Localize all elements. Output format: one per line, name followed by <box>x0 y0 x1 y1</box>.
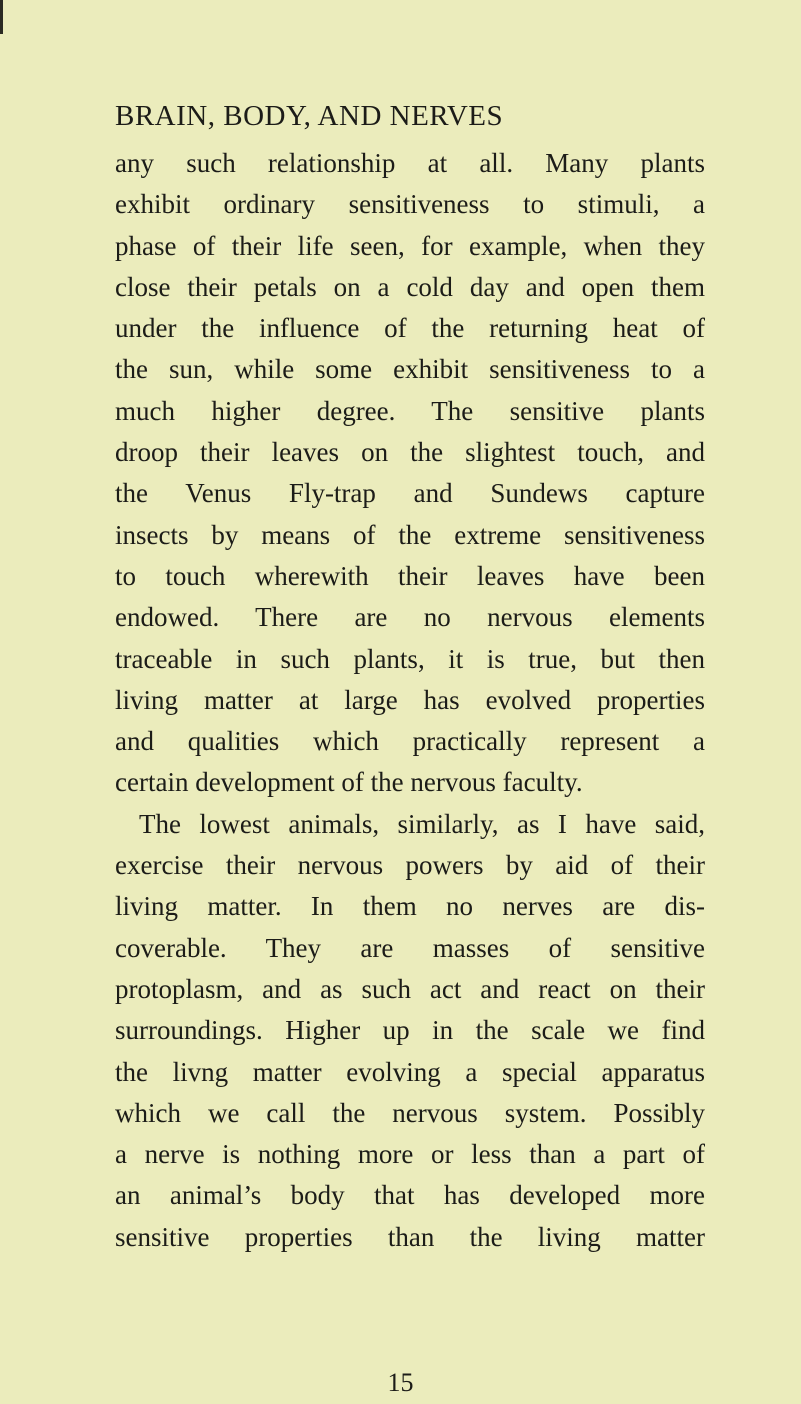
page-edge-mark <box>0 0 3 34</box>
text-line: a nerve is nothing more or less than a part of <box>115 1139 705 1170</box>
text-line: coverable. They are masses of sensitive <box>115 932 705 963</box>
text-line: protoplasm, and as such act and react on their <box>115 973 705 1004</box>
text-line: living matter. In them no nerves are dis- <box>115 891 705 922</box>
text-line: to touch wherewith their leaves have been <box>115 560 705 591</box>
text-line: exhibit ordinary sensitiveness to stimuli, a <box>115 189 705 220</box>
text-line: an animal’s body that has developed more <box>115 1180 705 1211</box>
text-line: certain development of the nervous faculty. <box>115 767 583 798</box>
text-line: traceable in such plants, it is true, but then <box>115 643 705 674</box>
text-line: the livng matter evolving a special apparatus <box>115 1056 705 1087</box>
body-text <box>115 143 705 1258</box>
text-line: under the influence of the returning heat of <box>115 313 705 344</box>
text-line: living matter at large has evolved properties <box>115 684 705 715</box>
text-line: surroundings. Higher up in the scale we find <box>115 1015 705 1046</box>
text-line: phase of their life seen, for example, when they <box>115 230 705 261</box>
text-line: much higher degree. The sensitive plants <box>115 395 705 426</box>
text-line: exercise their nervous powers by aid of their <box>115 850 705 881</box>
text-line: sensitive properties than the living matter <box>115 1221 705 1252</box>
text-line: the sun, while some exhibit sensitiveness to a <box>115 354 705 385</box>
text-line: any such relationship at all. Many plants <box>115 148 705 178</box>
text-line: droop their leaves on the slightest touch, and <box>115 437 705 468</box>
running-title: BRAIN, BODY, AND NERVES <box>115 100 504 132</box>
text-line: and qualities which practically represent a <box>115 726 705 757</box>
text-line: which we call the nervous system. Possibly <box>115 1097 705 1128</box>
text-line: endowed. There are no nervous elements <box>115 602 705 633</box>
text-line: close their petals on a cold day and open them <box>115 271 705 302</box>
text-line: insects by means of the extreme sensitiveness <box>115 519 705 550</box>
page-number: 15 <box>387 1368 414 1397</box>
text-line: The lowest animals, similarly, as I have said, <box>139 808 705 839</box>
text-line: the Venus Fly-trap and Sundews capture <box>115 478 705 509</box>
